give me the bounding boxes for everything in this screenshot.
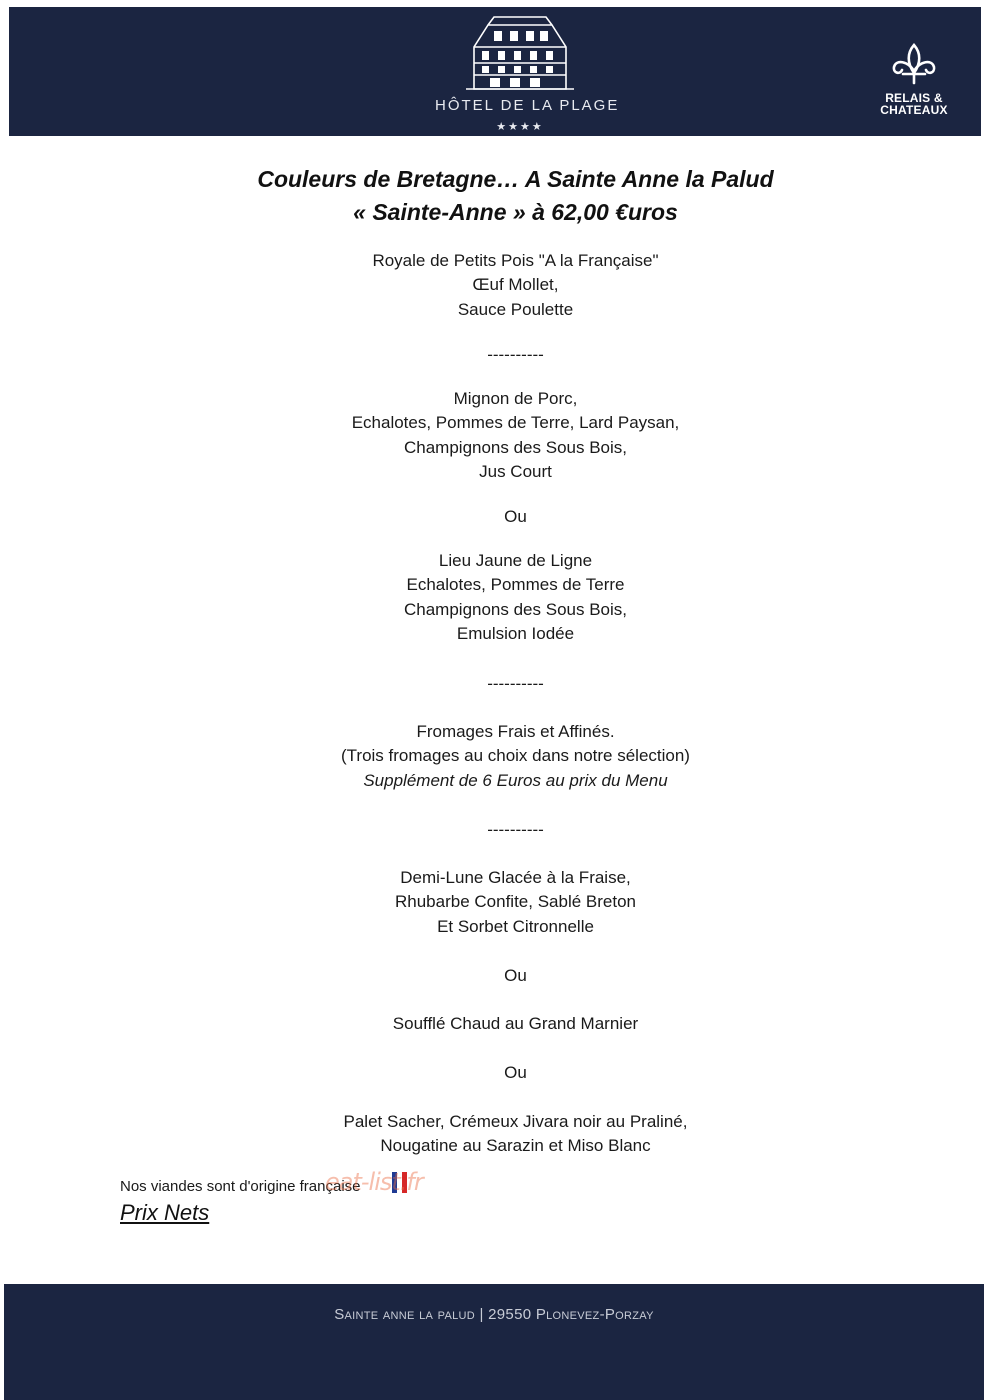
menu-line: Palet Sacher, Crémeux Jivara noir au Praliné,	[343, 1112, 688, 1131]
dessert-option-3	[0, 1110, 989, 1159]
dessert-option-2	[0, 1012, 989, 1036]
menu-line: Echalotes, Pommes de Terre	[406, 575, 625, 595]
page-header	[9, 7, 981, 136]
menu-line: Emulsion Iodée	[456, 624, 575, 644]
menu-line: Fromages Frais et Affinés.	[416, 722, 615, 741]
cheese-course	[0, 720, 989, 793]
menu-line: Sauce Poulette	[457, 299, 574, 319]
or-label: Ou	[504, 966, 527, 985]
menu-line: Demi-Lune Glacée à la Fraise,	[400, 868, 631, 887]
menu-line: Jus Court	[479, 462, 552, 482]
or-label: Ou	[504, 1063, 527, 1082]
menu-line: Lieu Jaune de Ligne	[438, 551, 593, 570]
page-footer	[4, 1284, 984, 1400]
partner-line2: CHATEAUX	[880, 103, 948, 117]
menu-line: Soufflé Chaud au Grand Marnier	[392, 1014, 639, 1033]
menu-line: Echalotes, Pommes de Terre, Lard Paysan,	[351, 413, 680, 433]
hotel-name: HÔTEL DE LA PLAGE	[435, 97, 620, 114]
hotel-logo	[435, 11, 620, 133]
menu-line: Rhubarbe Confite, Sablé Breton	[395, 892, 636, 912]
starter-course	[0, 249, 989, 322]
watermark: eat-list.fr	[325, 1168, 423, 1196]
menu-title-line2: « Sainte-Anne » à 62,00 €uros	[353, 199, 678, 225]
dessert-option-1	[0, 866, 989, 939]
footer-address: Sainte anne la palud | 29550 Plonevez-Porzay	[334, 1306, 654, 1323]
fleur-de-lis-icon	[890, 43, 938, 85]
separator: ----------	[487, 820, 544, 839]
menu-line: Œuf Mollet,	[472, 275, 559, 295]
menu-line: Champignons des Sous Bois,	[403, 599, 628, 619]
relais-chateaux-logo	[867, 43, 961, 116]
or-label: Ou	[504, 507, 527, 526]
meat-origin-note: Nos viandes sont d'origine française	[120, 1178, 361, 1195]
menu-title-line1: Couleurs de Bretagne… A Sainte Anne la Palud	[257, 166, 774, 192]
separator: ----------	[487, 345, 544, 364]
menu-title	[0, 163, 989, 229]
prix-nets: Prix Nets	[120, 1200, 210, 1225]
menu-line: Mignon de Porc,	[453, 389, 578, 408]
main-course-option-1	[0, 387, 989, 485]
menu-line: Nougatine au Sarazin et Miso Blanc	[380, 1136, 651, 1156]
main-course-option-2	[0, 549, 989, 647]
menu-line: Champignons des Sous Bois,	[403, 437, 628, 457]
hotel-building-icon	[460, 11, 580, 91]
menu-line: Et Sorbet Citronnelle	[437, 916, 594, 936]
separator: ----------	[487, 674, 544, 693]
menu-line: Royale de Petits Pois "A la Française"	[372, 251, 659, 270]
hotel-stars: ★★★★	[496, 121, 544, 133]
menu-line: (Trois fromages au choix dans notre sélection)	[341, 746, 690, 766]
cheese-supplement: Supplément de 6 Euros au prix du Menu	[363, 770, 668, 790]
partner-line1: RELAIS &	[885, 91, 943, 105]
